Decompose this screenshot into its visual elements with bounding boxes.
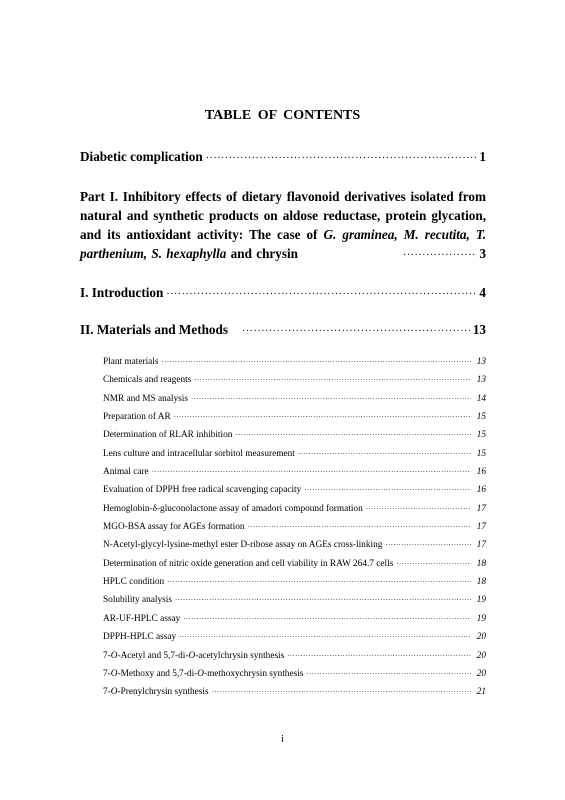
subentry-page: 15 bbox=[476, 430, 486, 441]
leader-dots bbox=[306, 665, 471, 683]
subentry-italic: O bbox=[110, 687, 118, 698]
subentry-text: -Prenylchrysin synthesis bbox=[117, 687, 209, 698]
subentry-italic: O bbox=[110, 650, 118, 661]
subentry-page: 15 bbox=[476, 448, 486, 459]
leader-dots bbox=[212, 683, 471, 701]
subentry-page: 20 bbox=[476, 650, 486, 661]
subentry-label: Hemoglobin-δ-gluconolactone assay of amadori compound formation bbox=[103, 503, 363, 514]
toc-subentry[interactable] bbox=[103, 481, 486, 499]
leader-dots bbox=[287, 647, 471, 665]
toc-subentry[interactable] bbox=[103, 665, 486, 683]
leader-dots bbox=[298, 445, 471, 463]
part1-page-line bbox=[400, 244, 486, 265]
toc-subentry[interactable] bbox=[103, 445, 486, 463]
subentry-page: 18 bbox=[476, 558, 486, 569]
subentry-label bbox=[103, 665, 303, 683]
subentry-label: Determination of nitric oxide generation and cell viability in RAW 264.7 cells bbox=[103, 558, 394, 569]
part1-text-2: and chrysin bbox=[226, 246, 298, 261]
subentry-label: AR-UF-HPLC assay bbox=[103, 613, 181, 624]
toc-subentry[interactable] bbox=[103, 647, 486, 665]
leader-dots bbox=[191, 390, 471, 408]
toc-subentry[interactable] bbox=[103, 408, 486, 426]
subentry-text: 7- bbox=[103, 650, 111, 661]
toc-entry-page: 13 bbox=[472, 322, 486, 337]
subentry-page: 16 bbox=[476, 467, 486, 478]
subentry-italic: O bbox=[110, 668, 118, 679]
leader-dots bbox=[175, 591, 471, 609]
toc-entry-label: II. Materials and Methods bbox=[80, 322, 228, 337]
subentry-page: 13 bbox=[476, 357, 486, 367]
subentry-label: DPPH-HPLC assay bbox=[103, 632, 177, 643]
page-number: i bbox=[281, 734, 284, 745]
toc-subentry[interactable] bbox=[103, 683, 486, 701]
subentry-label: MGO-BSA assay for AGEs formation bbox=[103, 522, 245, 533]
toc-subentry[interactable] bbox=[103, 390, 486, 408]
subentry-page: 17 bbox=[476, 522, 486, 533]
toc-subentry[interactable] bbox=[103, 426, 486, 444]
subentry-label: N-Acetyl-glycyl-lysine-methyl ester D-ribose assay on AGEs cross-linking bbox=[103, 540, 383, 551]
toc-subentry[interactable] bbox=[103, 353, 486, 371]
subentry-page: 20 bbox=[476, 632, 486, 643]
toc-entry-label: I. Introduction bbox=[80, 285, 164, 300]
subentry-label: Animal care bbox=[103, 467, 149, 478]
subentry-page: 18 bbox=[476, 577, 486, 588]
subentry-page: 14 bbox=[476, 393, 486, 404]
toc-entry-page: 3 bbox=[479, 246, 486, 261]
subentry-page: 20 bbox=[476, 668, 486, 679]
subentry-page: 19 bbox=[476, 613, 486, 624]
toc-entry-page: 1 bbox=[479, 149, 486, 164]
leader-dots bbox=[366, 500, 471, 518]
toc-subentry[interactable] bbox=[103, 628, 486, 646]
toc-subentry[interactable] bbox=[103, 573, 486, 591]
leader-dots bbox=[167, 573, 471, 591]
subentry-text: 7- bbox=[103, 687, 111, 698]
subentry-label: NMR and MS analysis bbox=[103, 393, 188, 404]
leader-dots bbox=[235, 426, 471, 444]
part1-species: G. graminea, M. recutita, T. parthenium, S. hexaphylla bbox=[80, 227, 487, 261]
page-title: TABLE OF CONTENTS bbox=[204, 108, 361, 123]
leader-dots bbox=[179, 628, 471, 646]
subentry-label: Lens culture and intracellular sorbitol measurement bbox=[103, 448, 295, 459]
subentry-page: 19 bbox=[476, 595, 486, 606]
leader-dots bbox=[162, 353, 471, 371]
leader-dots bbox=[403, 246, 476, 265]
toc-entry-label: Diabetic complication bbox=[80, 149, 203, 164]
toc-entry-page: 4 bbox=[479, 285, 486, 300]
subentry-label: HPLC condition bbox=[103, 577, 165, 588]
leader-dots bbox=[174, 408, 471, 426]
toc-subentry[interactable] bbox=[103, 371, 486, 389]
leader-dots bbox=[206, 149, 477, 168]
subentry-label bbox=[103, 683, 209, 701]
subentry-text: 7- bbox=[103, 668, 111, 679]
subentry-text: -Acetyl and 5,7-di- bbox=[117, 650, 189, 661]
subentry-label: Evaluation of DPPH free radical scavenging capacity bbox=[103, 485, 302, 496]
toc-subentry[interactable] bbox=[103, 500, 486, 518]
subentry-page: 17 bbox=[476, 540, 486, 551]
part1-text: Part I. Inhibitory effects of dietary flavonoid derivatives isolated from natural and synthetic products on aldose reductase, protein glycation, and its antioxidant activity: The case of bbox=[80, 189, 486, 242]
subentry-label: Plant materials bbox=[103, 357, 159, 367]
leader-dots bbox=[152, 463, 471, 481]
toc-entry-materials-methods[interactable] bbox=[80, 320, 486, 341]
subentry-text: -acetylchrysin synthesis bbox=[195, 650, 285, 661]
subentry-page: 21 bbox=[476, 687, 486, 698]
subsection-list bbox=[103, 353, 486, 702]
toc-subentry[interactable] bbox=[103, 591, 486, 609]
subentry-italic: O bbox=[188, 650, 196, 661]
toc-entry-introduction[interactable] bbox=[80, 283, 486, 304]
toc-subentry[interactable] bbox=[103, 610, 486, 628]
subentry-label: Solubility analysis bbox=[103, 595, 172, 606]
toc-subentry[interactable] bbox=[103, 463, 486, 481]
subentry-page: 13 bbox=[476, 375, 486, 386]
subentry-label: Chemicals and reagents bbox=[103, 375, 192, 386]
leader-dots bbox=[385, 536, 471, 554]
subentry-page: 15 bbox=[476, 412, 486, 423]
leader-dots bbox=[242, 322, 470, 341]
subentry-text: -methoxychrysin synthesis bbox=[203, 668, 304, 679]
toc-entry-diabetic-complication[interactable] bbox=[80, 147, 486, 168]
leader-dots bbox=[183, 610, 471, 628]
subentry-page: 16 bbox=[476, 485, 486, 496]
subentry-italic: O bbox=[197, 668, 204, 679]
leader-dots bbox=[194, 371, 471, 389]
toc-subentry[interactable] bbox=[103, 536, 486, 554]
leader-dots bbox=[166, 285, 476, 304]
leader-dots bbox=[248, 518, 471, 536]
subentry-label: Preparation of AR bbox=[103, 412, 171, 423]
subentry-page: 17 bbox=[476, 503, 486, 514]
subentry-text: -Methoxy and 5,7-di- bbox=[117, 668, 198, 679]
toc-subentry[interactable] bbox=[103, 555, 486, 573]
leader-dots bbox=[304, 481, 471, 499]
subentry-label bbox=[103, 647, 284, 665]
subentry-label: Determination of RLAR inhibition bbox=[103, 430, 233, 441]
leader-dots bbox=[396, 555, 471, 573]
toc-subentry[interactable] bbox=[103, 518, 486, 536]
